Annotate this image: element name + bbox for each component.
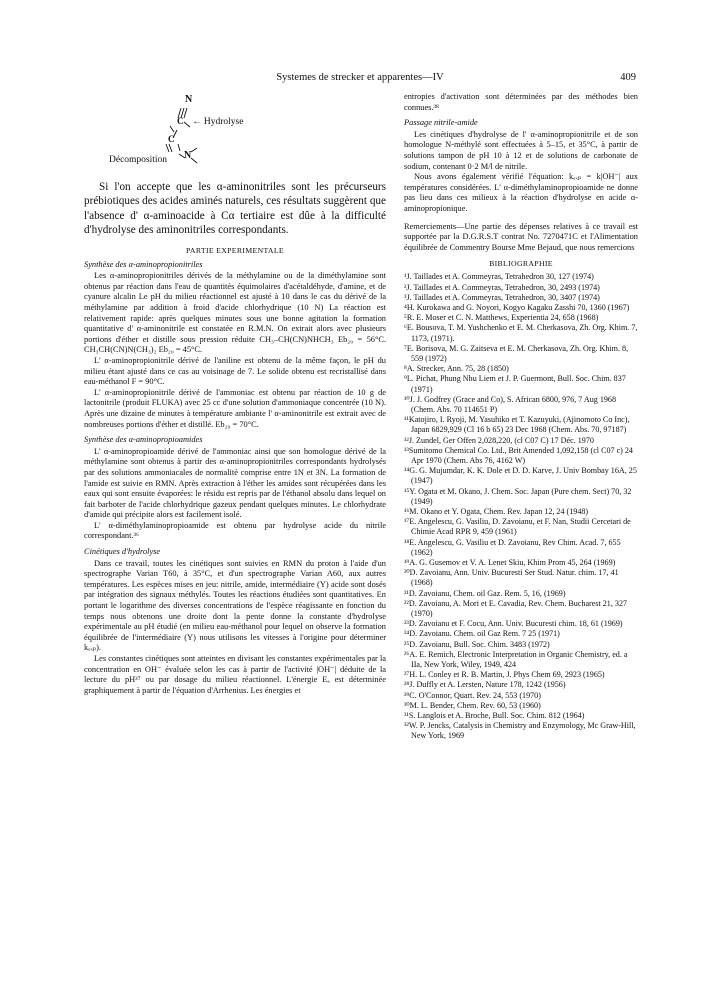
reference-item: ¹³Sumitomo Chemical Co. Ltd., Brit Amended 1,092,158 (cl C07 c) 24 Apr 1970 (Chem. Abs 76, 4162 W) — [404, 445, 633, 465]
page-number: 409 — [620, 72, 636, 83]
paragraph: L' α-aminopropionitrile dérivé de l'aniline est obtenu de la même façon, le pH du milieu étant ajusté dans ce cas au voisinage de 7. Le solide obtenu est recristallisé dans eau-méthanol F = 90°C. — [84, 355, 386, 387]
reference-item: ¹⁹A. G. Gusemov et V. A. Lenet Skiu, Khim Prom 45, 264 (1969) — [404, 558, 616, 567]
atom-c2: C — [168, 134, 175, 144]
reference-item: ³⁰M. L. Bender, Chem. Rev. 60, 53 (1960) — [404, 700, 541, 710]
paragraph: Les cinétiques d'hydrolyse de l' α-aminopropionitrile et de son homologue N-méthylé sont effectuées à 5–15, et 35°C, à partir de solutions tampon de pH 10 à 12 et de solutions de carbonate de sodium, contenant 0·2 M/l de nitrile. — [404, 129, 638, 171]
reference-item: ²⁹C. O'Connor, Quart. Rev. 24, 553 (1970) — [404, 690, 541, 700]
paragraph-continued: entropies d'activation sont déterminées par des méthodes bien connues.³⁸ — [404, 92, 638, 112]
reference-item: ²²D. Zavoianu, A. Mori et E. Cavadia, Rev. Chem. Bucharest 21, 327 (1970) — [404, 598, 628, 619]
reference-item: ²⁰D. Zavoianu, Ann. Univ. Bucuresti Ser Stud. Natur. chim. 17, 41 (1968) — [404, 568, 619, 588]
reference-item: ³J. Taillades et A. Commeyras, Tetrahedron, 30, 3407 (1974) — [404, 292, 600, 302]
section-title: PARTIE EXPERIMENTALE — [186, 245, 284, 255]
reference-item: ¹⁴G. G. Mujumdar, K. K. Dole et D. D. Karve, J. Univ Bombay 16A, 25 (1947) — [404, 466, 637, 486]
reference-item: ²³D. Zavoianu et F. Cocu, Ann. Univ. Bucuresti chim. 18, 61 (1969) — [404, 619, 623, 629]
label-hydrolyse: ← Hydrolyse — [192, 117, 244, 127]
bibliography-title: BIBLIOGRAPHIE — [489, 259, 553, 269]
reference-item: ⁹L. Pichat, Phung Nhu Liem et J. P. Guermont, Bull. Soc. Chim. 837 (1971) — [404, 374, 626, 394]
atom-n-top: N — [185, 94, 193, 105]
reference-item: ³²W. P. Jencks, Catalysis in Chemistry and Enzymology, Mc Graw-Hill, New York, 1969 — [404, 721, 636, 741]
subheading-nitrile-amide: Passage nitrile-amide — [404, 118, 478, 128]
subheading-aminopropioamides: Synthèse des α-aminopropioamides — [84, 435, 203, 445]
right-column — [404, 92, 638, 742]
intro-paragraph: Si l'on accepte que les α-aminonitriles sont les précurseurs prébiotiques des acides aminés naturels, ces résultats suggèrent que l'absence d' α-aminoacide à Cα tertiaire est dûe à la difficulté d'hydrolyse des aminonitriles correspondants. — [84, 181, 386, 237]
paragraph: L' α-aminopropioamide dérivé de l'ammoniac ainsi que son homologue dérivé de la méthylamine sont obtenus à partir des α-aminopropionitriles correspondants hydrolysés par des solutions ammoniacales de normalité comprise entre 1N et 3N. La formation de l'amide est suivie en RMN. Après extraction à l'éther les amides sont récupérées dans les eaux qui sont ensuite évaporées: le résidu est repris par de l'éthanol absolu dans lequel on fait barboter de l'acide chlorhydrique gazeux pendant quelques minutes. Le chlorhydrate d'amide qui précipite alors est facilement isolé. — [84, 446, 386, 520]
paragraph: Nous avons également vérifié l'équation: kₑₓₚ = k|OH⁻| aux températures considérées. L' α-diméthylaminopropioamide ne donne pas lieu dans ces milieux à la réaction d'hydrolyse en acide α-aminopropionique. — [404, 172, 638, 213]
reference-item: ⁸A. Strecker, Ann. 75, 28 (1850) — [404, 364, 509, 374]
reference-item: ⁷E. Borisova, M. G. Zaitseva et E. M. Cherkasova, Zh. Org. Khim. 8, 559 (1972) — [404, 343, 629, 363]
reference-item: ⁴H. Kurokawa and G. Noyori, Kogyo Kagaku Zasshi 70, 1360 (1967) — [404, 302, 630, 312]
label-decomposition: Décomposition — [109, 155, 168, 165]
reference-item: ²⁷H. L. Conley et R. B. Martin, J. Phys Chem 69, 2923 (1965) — [404, 670, 605, 680]
paragraph: Dans ce travail, toutes les cinétiques sont suivies en RMN du proton à l'aide d'un spectrographe Varian T60, à 35°C, et d'un spectrographe Varian A60, aux autres températures. Les espèces mises en jeu: nitrile, amide, intermédiaire (Y) acide sont dosés par intégration des signaux méthylés. Toutes les réactions étudiées sont quantitatives. En portant le logarithme des diverses concentrations de l'espèce réagissante en fonction du temps nous obtenons une droite dont la pente donne la constante d'hydrolyse expérimentale au pH étudié (en milieu eau-méthanol pour lequel on observe la formation équilibrée de l'intermédiaire (Y) nous utilisons les vitesses à l'origine pour déterminer kₑₓₚ). — [84, 558, 386, 653]
subheading-cinetiques: Cinétiques d'hydrolyse — [84, 547, 161, 557]
atom-n-bottom: N — [184, 150, 192, 161]
reference-item: ³¹S. Langlois et A. Broche, Bull. Soc. Chim. 812 (1964) — [404, 711, 585, 721]
reference-item: ²⁶A. E. Remich, Electronic Interpretation in Organic Chemistry, ed. a IIa, New York, Wiley, 1949, 424 — [404, 649, 628, 670]
reference-item: ¹J. Taillades et A. Commeyras, Tetrahedron 30, 127 (1974) — [404, 272, 594, 282]
running-title: Systemes de strecker et apparentes—IV — [276, 72, 444, 83]
running-header — [0, 72, 720, 86]
reference-list — [404, 272, 638, 741]
reaction-scheme — [109, 92, 386, 172]
reference-item: ²¹D. Zavoianu, Chem. oil Gaz. Rem. 5, 16, (1969) — [404, 588, 566, 598]
reference-item: ²⁴D. Zavoianu. Chem. oil Gaz Rem. 7 25 (1971) — [404, 629, 560, 639]
reference-item: ⁵R. E. Moser et C. N. Matthews, Experientia 24, 658 (1968) — [404, 313, 599, 323]
scheme-bonds — [139, 92, 359, 172]
reference-item: ²⁸J. Duffly et A. Lersten, Nature 178, 1242 (1956) — [404, 680, 566, 690]
reference-item: ¹¹Katojiro, I. Ryoji, M. Yasuhiko et T. Kazuyuki, (Ajinomoto Co Inc), Japan 6829,929 (Cl 16 b 65) 23 Dec 1968 (Chem. Abs. 70, 97187) — [404, 415, 630, 435]
reference-item: ¹⁰J. J. Godfrey (Grace and Co), S. African 6800, 976, 7 Aug 1968 (Chem. Abs. 70 114651 P) — [404, 394, 617, 414]
acknowledgements: Remerciements—Une partie des dépenses relatives à ce travail est supportée par la D.G.R.S.T contrat No. 7270471C et l'Alimentation équilibrée de Commentry Bourse Mme Bejaud, que nous remercions — [404, 221, 638, 252]
reference-item: ¹²J. Zundel, Ger Offen 2,028,220, (cl C07 C) 17 Déc. 1970 — [404, 435, 594, 445]
paragraph: L' α-diméthylaminopropioamide est obtenu par hydrolyse acide du nitrile correspondant.³⁶ — [84, 520, 386, 541]
reference-item: ²⁵D. Zavoianu, Bull. Soc. Chim. 3483 (1972) — [404, 639, 550, 649]
reference-item: ¹⁷E. Angelescu, G. Vasiliu, D. Zavoianu, et F. Nan, Studii Cercetari de Chimie Acad RPR 9, 459 (1961) — [404, 517, 631, 537]
left-column — [84, 92, 386, 696]
reference-item: ²J. Taillades et A. Commeyras, Tetrahedron, 30, 2493 (1974) — [404, 282, 600, 292]
paragraph: L' α-aminopropionitrile dérivé de l'ammoniac est obtenu par réaction de 10 g de lactonitrile (produit FLUKA) avec 25 cc d'une solution d'ammoniaque concentrée (10 N). Après une dizaine de minutes à température ambiante l' α-aminonitrile est extrait avec de nombreuses portions d'éther et distillé. Eb₂₀ = 70°C. — [84, 387, 386, 429]
reference-item: ⁶E. Bousova, T. M. Yushchenko et E. M. Cherkasova, Zh. Org. Khim. 7, 1173, (1971). — [404, 323, 638, 343]
atom-c1: C — [177, 116, 184, 126]
reference-item: ¹⁵Y. Ogata et M. Okano, J. Chem. Soc. Japan (Pure chem. Sect) 70, 32 (1949) — [404, 486, 632, 506]
reference-item: ¹⁸E. Angelescu, G. Vasiliu et D. Zavoianu, Rev Chim. Acad. 7, 655 (1962) — [404, 537, 621, 557]
paragraph: Les constantes cinétiques sont atteintes en divisant les constantes expérimentales par la concentration en OH⁻ évaluée selon les cas à partir de l'activité |OH⁻| déduite de la lecture du pH³⁷ ou par dosage du milieu réactionnel. L'énergie Eₐ est déterminée graphiquement à partir de l'équation d'Arrhenius. Les énergies et — [84, 654, 386, 695]
reference-item: ¹⁶M. Okano et Y. Ogata, Chem. Rev. Japan 12, 24 (1948) — [404, 506, 589, 516]
subheading-aminopropionitriles: Synthèse des α-aminopropionitriles — [84, 259, 203, 269]
paragraph: Les α-aminopropionitriles dérivés de la méthylamine ou de la diméthylamine sont obtenus par réaction dans l'eau de quantités équimolaires d'acétaldéhyde, d'amine, et de cyanure alcalin Le pH du milieu réactionnel est ajusté à 10 dans le cas du dérivé de la méthylamine par addition à froid d'acide chlorhydrique (10 N) La réaction est relativement rapide: après quelques minutes sous une bonne agitation la formation quantitative d' α-aminonitrile est constatée en R.M.N. On extrait alors avec plusieurs portions d'éther et distille sous pression réduite CH₃–CH(CN)NHCH₃ Eb₂₀ = 56°C. CH₃CH(CN)N(CH₃)₂ Eb₂₀ = 45°C. — [84, 271, 386, 355]
